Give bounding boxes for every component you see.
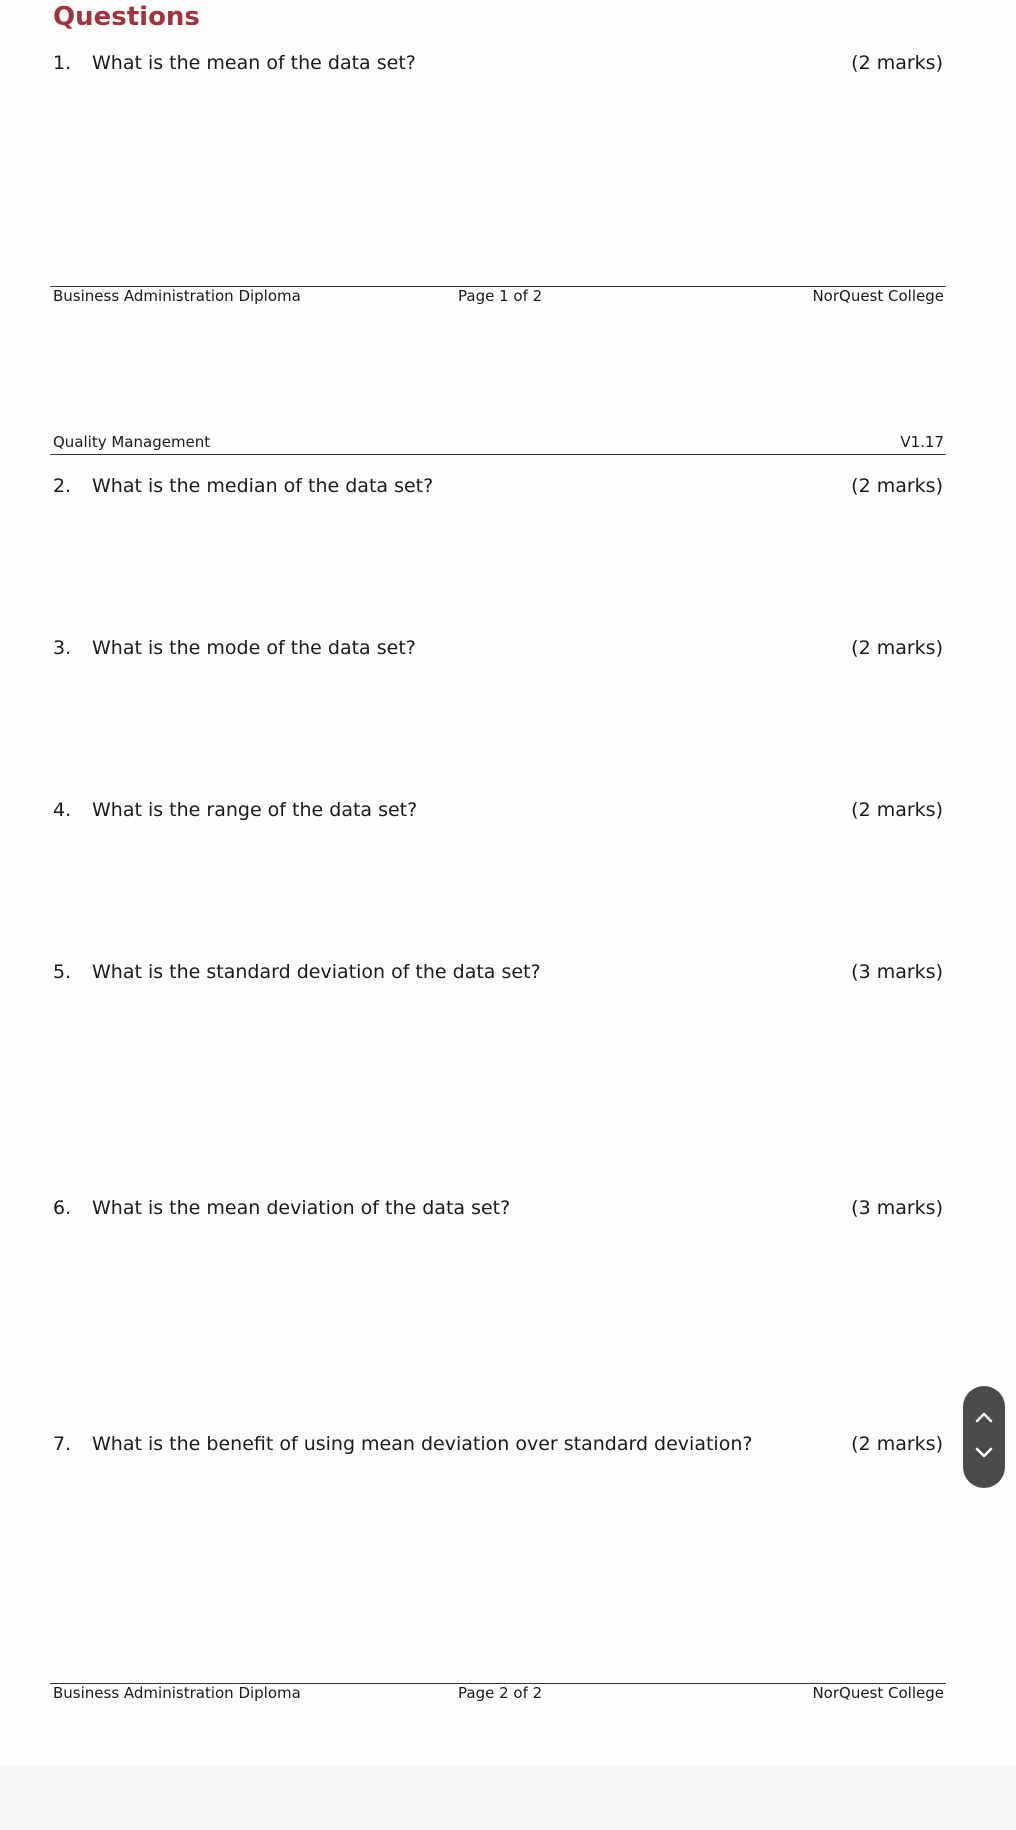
question-row xyxy=(53,799,943,821)
question-number: 6. xyxy=(53,1197,72,1219)
viewer-bottom-area xyxy=(0,1766,1016,1830)
scroll-down-button[interactable] xyxy=(963,1434,1005,1474)
page-footer xyxy=(53,287,944,307)
question-marks: (2 marks) xyxy=(851,52,943,74)
footer-institution: NorQuest College xyxy=(812,1684,944,1702)
question-row xyxy=(53,1433,943,1455)
question-text: What is the median of the data set? xyxy=(92,475,434,497)
question-number: 4. xyxy=(53,799,72,821)
question-marks: (3 marks) xyxy=(851,961,943,983)
question-marks: (2 marks) xyxy=(851,799,943,821)
question-row xyxy=(53,1197,943,1219)
question-text: What is the mode of the data set? xyxy=(92,637,416,659)
question-marks: (2 marks) xyxy=(851,475,943,497)
section-title: Questions xyxy=(53,2,200,32)
question-row xyxy=(53,637,943,659)
footer-program: Business Administration Diploma xyxy=(53,1684,301,1702)
footer-institution: NorQuest College xyxy=(812,287,944,305)
header-version: V1.17 xyxy=(900,433,944,451)
chevron-down-icon xyxy=(974,1445,994,1464)
scroll-up-button[interactable] xyxy=(963,1398,1005,1438)
page-scroll-control xyxy=(963,1386,1005,1488)
question-number: 2. xyxy=(53,475,72,497)
page-footer xyxy=(53,1684,944,1704)
question-row xyxy=(53,52,943,74)
page-header xyxy=(53,433,944,453)
chevron-up-icon xyxy=(974,1409,994,1428)
question-row xyxy=(53,475,943,497)
question-number: 1. xyxy=(53,52,72,74)
footer-page-number: Page 2 of 2 xyxy=(458,1684,543,1702)
question-text: What is the mean deviation of the data set? xyxy=(92,1197,511,1219)
header-divider xyxy=(50,454,946,455)
question-row xyxy=(53,961,943,983)
question-number: 5. xyxy=(53,961,72,983)
question-number: 7. xyxy=(53,1433,72,1455)
question-marks: (2 marks) xyxy=(851,1433,943,1455)
footer-page-number: Page 1 of 2 xyxy=(458,287,543,305)
question-marks: (2 marks) xyxy=(851,637,943,659)
footer-program: Business Administration Diploma xyxy=(53,287,301,305)
question-marks: (3 marks) xyxy=(851,1197,943,1219)
question-text: What is the range of the data set? xyxy=(92,799,418,821)
question-text: What is the standard deviation of the data set? xyxy=(92,961,541,983)
question-number: 3. xyxy=(53,637,72,659)
question-text: What is the benefit of using mean deviation over standard deviation? xyxy=(92,1433,753,1455)
header-course: Quality Management xyxy=(53,433,211,451)
question-text: What is the mean of the data set? xyxy=(92,52,416,74)
